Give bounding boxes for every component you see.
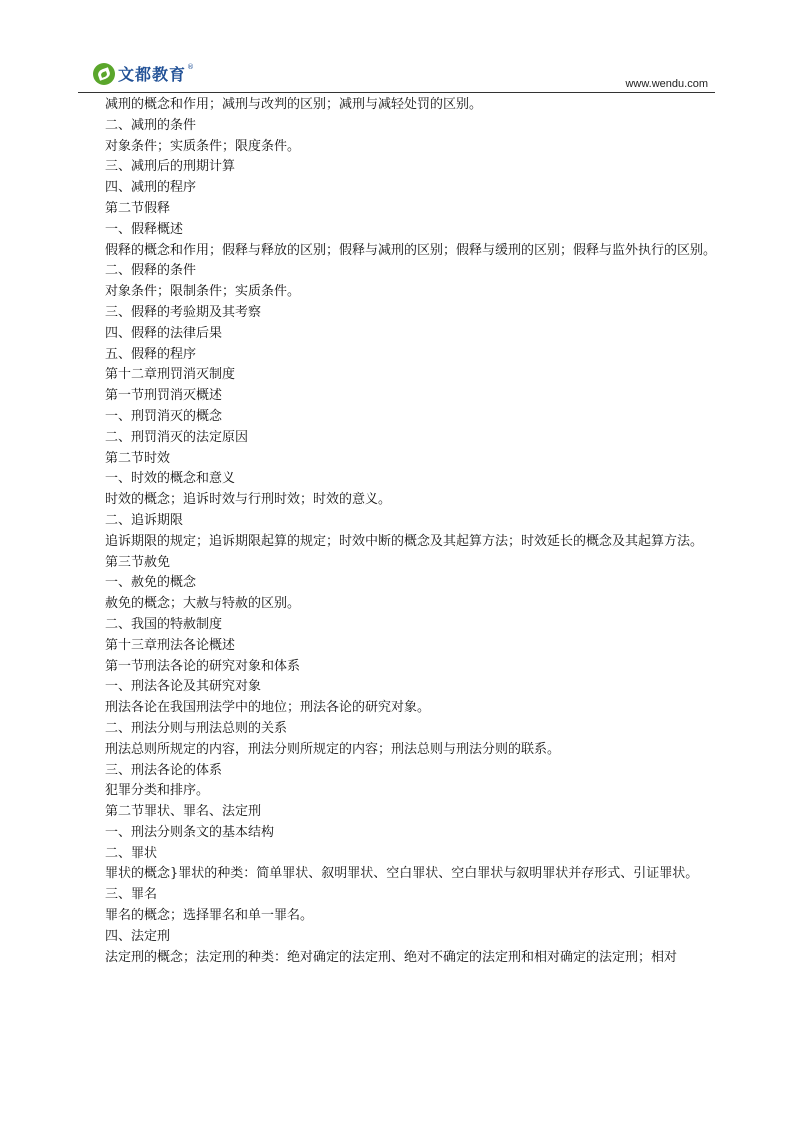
- text-line: 四、法定刑: [105, 928, 171, 944]
- header-divider: [78, 92, 715, 93]
- text-line: 二、减刑的条件: [105, 117, 197, 133]
- text-line: 二、假释的条件: [105, 263, 197, 279]
- text-line: 一、赦免的概念: [105, 575, 197, 591]
- leaf-logo-icon: [93, 63, 115, 85]
- text-line: 假释的概念和作用；假释与释放的区别；假释与减刑的区别；假释与缓刑的区别；假释与监外执行的区别。: [105, 242, 717, 258]
- text-line: 一、刑法分则条文的基本结构: [105, 824, 275, 840]
- text-line: 追诉期限的规定；追诉期限起算的规定；时效中断的概念及其起算方法；时效延长的概念及其起算方法。: [105, 533, 704, 549]
- text-line: 罪状的概念}罪状的种类：简单罪状、叙明罪状、空白罪状、空白罪状与叙明罪状并存形式、引证罪状。: [105, 866, 699, 882]
- text-line: 第十三章刑法各论概述: [105, 637, 236, 653]
- text-line: 对象条件；实质条件；限度条件。: [105, 138, 301, 154]
- wendu-logo: [93, 62, 194, 85]
- text-line: 赦免的概念；大赦与特赦的区别。: [105, 596, 301, 612]
- text-line: 二、我国的特赦制度: [105, 616, 223, 632]
- text-line: 犯罪分类和排序。: [105, 783, 210, 799]
- text-line: 第一节刑罚消灭概述: [105, 388, 223, 404]
- text-line: 一、刑罚消灭的概念: [105, 408, 223, 424]
- text-line: 三、罪名: [105, 887, 158, 903]
- text-line: 第二节时效: [105, 450, 171, 466]
- text-line: 第二节假释: [105, 200, 171, 216]
- text-line: 二、追诉期限: [105, 512, 184, 528]
- text-line: 四、假释的法律后果: [105, 325, 223, 341]
- logo-text: 文都教育: [118, 65, 187, 84]
- text-line: 三、减刑后的刑期计算: [105, 159, 236, 175]
- text-line: 三、刑法各论的体系: [105, 762, 223, 778]
- text-line: 三、假释的考验期及其考察: [105, 304, 262, 320]
- text-line: 法定刑的概念；法定刑的种类：绝对确定的法定刑、绝对不确定的法定刑和相对确定的法定刑；相对: [105, 949, 678, 965]
- text-line: 一、时效的概念和意义: [105, 471, 236, 487]
- text-line: 第二节罪状、罪名、法定刑: [105, 804, 262, 820]
- text-line: 刑法总则所规定的内容，刑法分则所规定的内容；刑法总则与刑法分则的联系。: [105, 741, 561, 757]
- site-url: www.wendu.com: [625, 78, 708, 90]
- text-line: 刑法各论在我国刑法学中的地位；刑法各论的研究对象。: [105, 700, 431, 716]
- text-line: 五、假释的程序: [105, 346, 197, 362]
- registered-mark: ®: [187, 62, 195, 71]
- text-line: 减刑的概念和作用；减刑与改判的区别；减刑与减轻处罚的区别。: [105, 97, 483, 112]
- page-header: [0, 0, 793, 100]
- document-body: [79, 95, 720, 968]
- text-line: 第一节刑法各论的研究对象和体系: [105, 658, 301, 674]
- text-line: 罪名的概念；选择罪名和单一罪名。: [105, 908, 314, 924]
- text-line: 一、刑法各论及其研究对象: [105, 679, 262, 695]
- text-line: 对象条件；限制条件；实质条件。: [105, 284, 301, 300]
- text-line: 第十二章刑罚消灭制度: [105, 367, 236, 383]
- text-line: 第三节赦免: [105, 554, 171, 570]
- text-line: 二、罪状: [105, 845, 158, 861]
- text-line: 二、刑罚消灭的法定原因: [105, 429, 249, 445]
- text-line: 四、减刑的程序: [105, 180, 197, 196]
- text-line: 一、假释概述: [105, 221, 184, 237]
- text-line: 时效的概念；追诉时效与行刑时效；时效的意义。: [105, 492, 392, 508]
- text-line: 二、刑法分则与刑法总则的关系: [105, 720, 288, 736]
